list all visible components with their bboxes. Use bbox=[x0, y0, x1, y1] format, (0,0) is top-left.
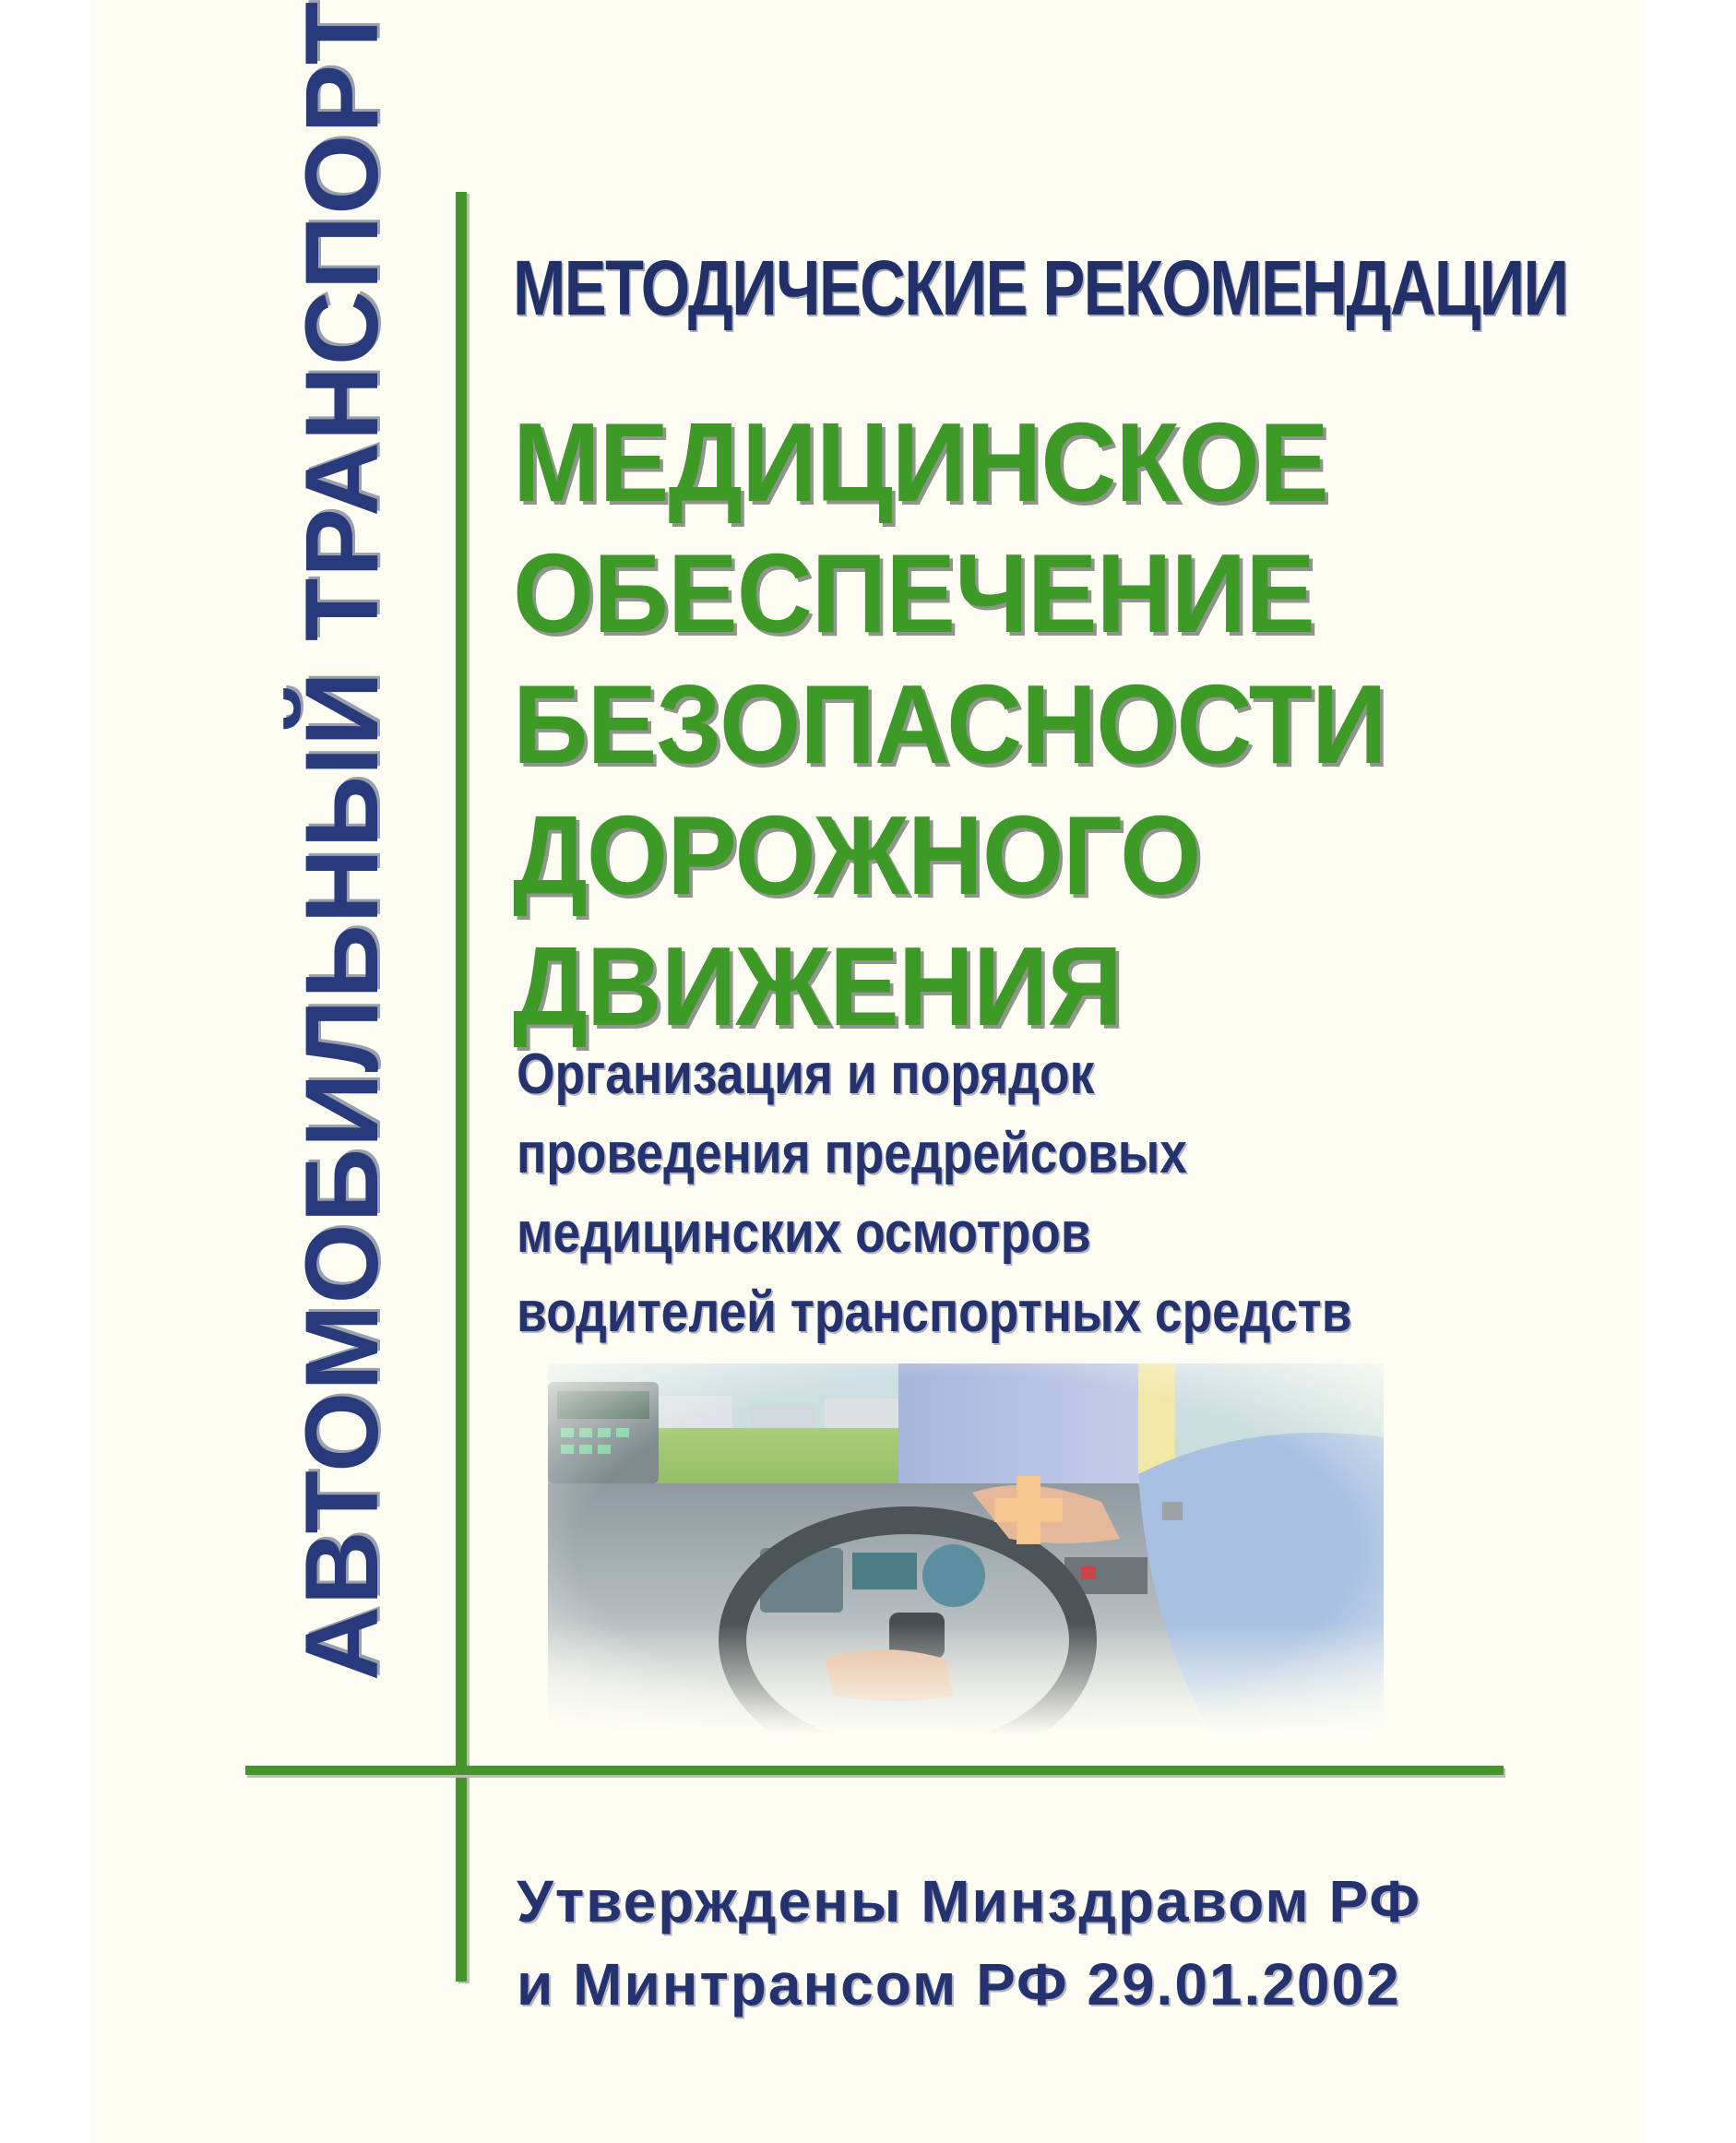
subtitle-line: Организация и порядок bbox=[517, 1042, 1095, 1106]
title-line: МЕДИЦИНСКОЕ bbox=[513, 399, 1328, 525]
title-line: ДОРОЖНОГО bbox=[513, 792, 1201, 918]
subtitle-line: медицинских осмотров bbox=[517, 1201, 1091, 1265]
main-title bbox=[513, 397, 1528, 1052]
approval-line: и Минтрансом РФ 29.01.2002 bbox=[517, 1951, 1401, 2018]
green-horizontal-rule bbox=[245, 1766, 1504, 1775]
subtitle-line: водителей транспортных средств bbox=[517, 1280, 1352, 1344]
series-header bbox=[513, 242, 1574, 334]
spine-title: АВТОМОБИЛЬНЫЙ ТРАНСПОРТ bbox=[284, 0, 399, 1681]
series-label: МЕТОДИЧЕСКИЕ РЕКОМЕНДАЦИИ bbox=[513, 244, 1568, 331]
spine-title-container bbox=[273, 0, 411, 1681]
green-vertical-rule bbox=[456, 192, 467, 1982]
approval-line: Утверждены Минздравом РФ bbox=[517, 1868, 1421, 1935]
title-line: ОБЕСПЕЧЕНИЕ bbox=[513, 530, 1314, 656]
title-line: БЕЗОПАСНОСТИ bbox=[513, 661, 1386, 787]
subtitle-line: проведения предрейсовых bbox=[517, 1122, 1187, 1185]
subtitle bbox=[517, 1035, 1577, 1352]
title-line: ДВИЖЕНИЯ bbox=[513, 923, 1123, 1049]
cover-photo-driver-steering-wheel bbox=[548, 1363, 1384, 1734]
approval-note bbox=[517, 1860, 1531, 2026]
